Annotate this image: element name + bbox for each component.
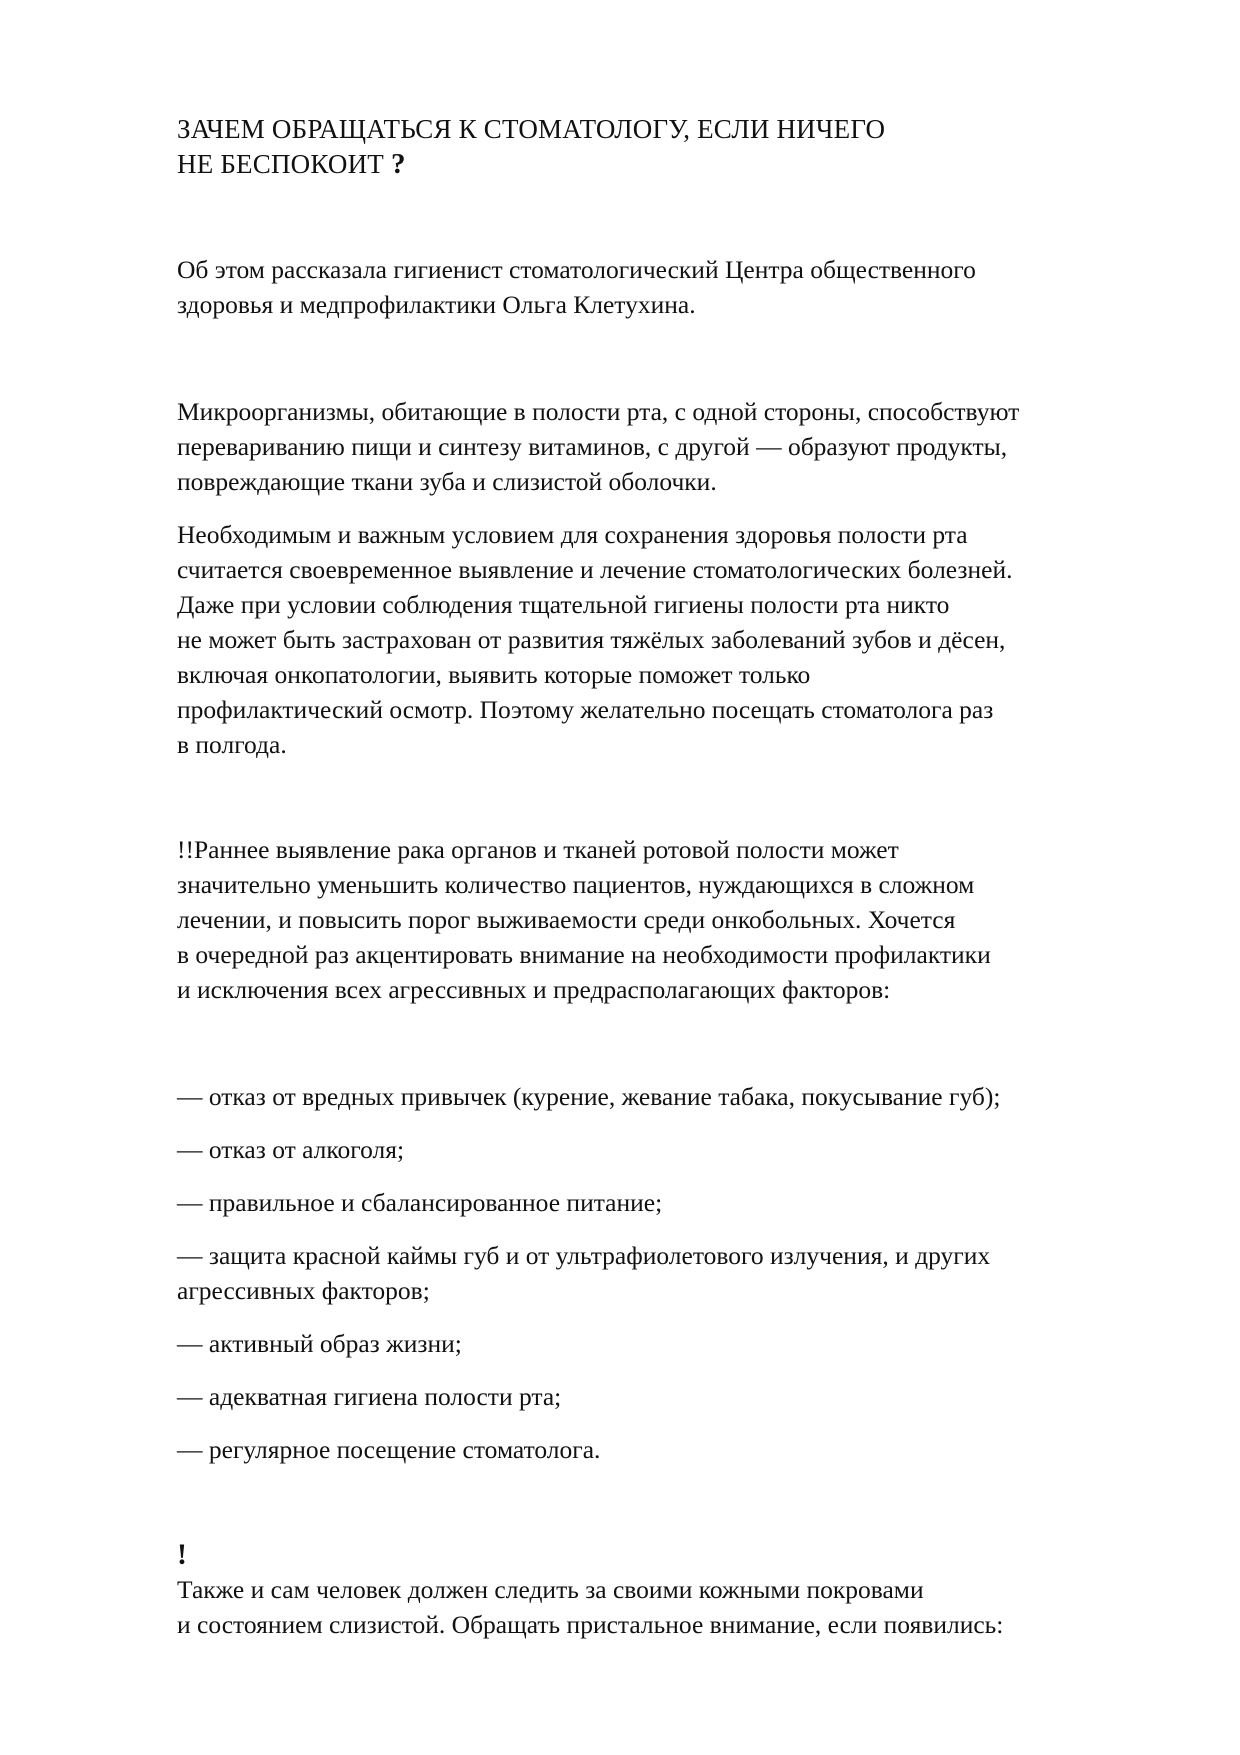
paragraph-microorganisms	[177, 394, 1157, 499]
paragraph-line: повреждающие ткани зуба и слизистой оболочки.	[177, 467, 717, 496]
list-item-text: агрессивных факторов;	[177, 1276, 430, 1305]
paragraph-line: в полгода.	[177, 730, 287, 759]
paragraph-line: лечении, и повысить порог выживаемости среди онкобольных. Хочется	[177, 905, 956, 934]
paragraph-line: включая онкопатологии, выявить которые поможет только	[177, 660, 811, 689]
intro-paragraph	[177, 252, 1157, 322]
paragraph-line: Микроорганизмы, обитающие в полости рта, с одной стороны, способствуют	[177, 397, 1020, 426]
paragraph-line: и исключения всех агрессивных и предрасполагающих факторов:	[177, 975, 891, 1004]
paragraph-self-check	[177, 1537, 1157, 1642]
list-item	[177, 1326, 1157, 1361]
paragraph-line: Даже при условии соблюдения тщательной гигиены полости рта никто	[177, 590, 950, 619]
document-body	[177, 112, 1157, 1642]
list-item	[177, 1132, 1157, 1167]
paragraph-line: профилактический осмотр. Поэтому желательно посещать стоматолога раз	[177, 695, 994, 724]
document-title	[177, 112, 1157, 182]
paragraph-line: в очередной раз акцентировать внимание на необходимости профилактики	[177, 940, 991, 969]
title-line-1: ЗАЧЕМ ОБРАЩАТЬСЯ К СТОМАТОЛОГУ, ЕСЛИ НИЧЕГО	[177, 114, 886, 144]
exclamation-mark: !	[177, 1538, 187, 1571]
final-line-1: Также и сам человек должен следить за своими кожными покровами	[177, 1575, 924, 1604]
list-item-text: — регулярное посещение стоматолога.	[177, 1435, 601, 1464]
final-line-2: и состоянием слизистой. Обращать пристальное внимание, если появились:	[177, 1610, 1004, 1639]
paragraph-line: !!Раннее выявление рака органов и тканей ротовой полости может	[177, 835, 899, 864]
list-item-text: — отказ от алкоголя;	[177, 1135, 405, 1164]
paragraph-line: не может быть застрахован от развития тяжёлых заболеваний зубов и дёсен,	[177, 625, 1006, 654]
paragraph-early-detection	[177, 832, 1157, 1007]
paragraph-line: считается своевременное выявление и лечение стоматологических болезней.	[177, 555, 1013, 584]
prevention-list	[177, 1079, 1157, 1467]
intro-line: здоровья и медпрофилактики Ольга Клетухина.	[177, 290, 696, 319]
list-item-text: — адекватная гигиена полости рта;	[177, 1382, 562, 1411]
paragraph-line	[177, 1537, 1157, 1607]
list-item	[177, 1079, 1157, 1114]
list-item	[177, 1379, 1157, 1414]
paragraph-line: Необходимым и важным условием для сохранения здоровья полости рта	[177, 520, 968, 549]
list-item-text: — активный образ жизни;	[177, 1329, 462, 1358]
title-question-mark: ?	[390, 148, 406, 180]
paragraph-line: значительно уменьшить количество пациентов, нуждающихся в сложном	[177, 870, 975, 899]
title-line-2: НЕ БЕСПОКОИТ	[177, 149, 384, 179]
paragraph-prevention	[177, 517, 1157, 762]
list-item-text: — правильное и сбалансированное питание;	[177, 1188, 663, 1217]
intro-line: Об этом рассказала гигиенист стоматологический Центра общественного	[177, 255, 976, 284]
list-item	[177, 1238, 1157, 1308]
list-item-text: — отказ от вредных привычек (курение, жевание табака, покусывание губ);	[177, 1082, 1001, 1111]
list-item	[177, 1185, 1157, 1220]
list-item	[177, 1432, 1157, 1467]
paragraph-line: перевариванию пищи и синтезу витаминов, с другой — образуют продукты,	[177, 432, 1008, 461]
list-item-text: — защита красной каймы губ и от ультрафиолетового излучения, и других	[177, 1241, 991, 1270]
